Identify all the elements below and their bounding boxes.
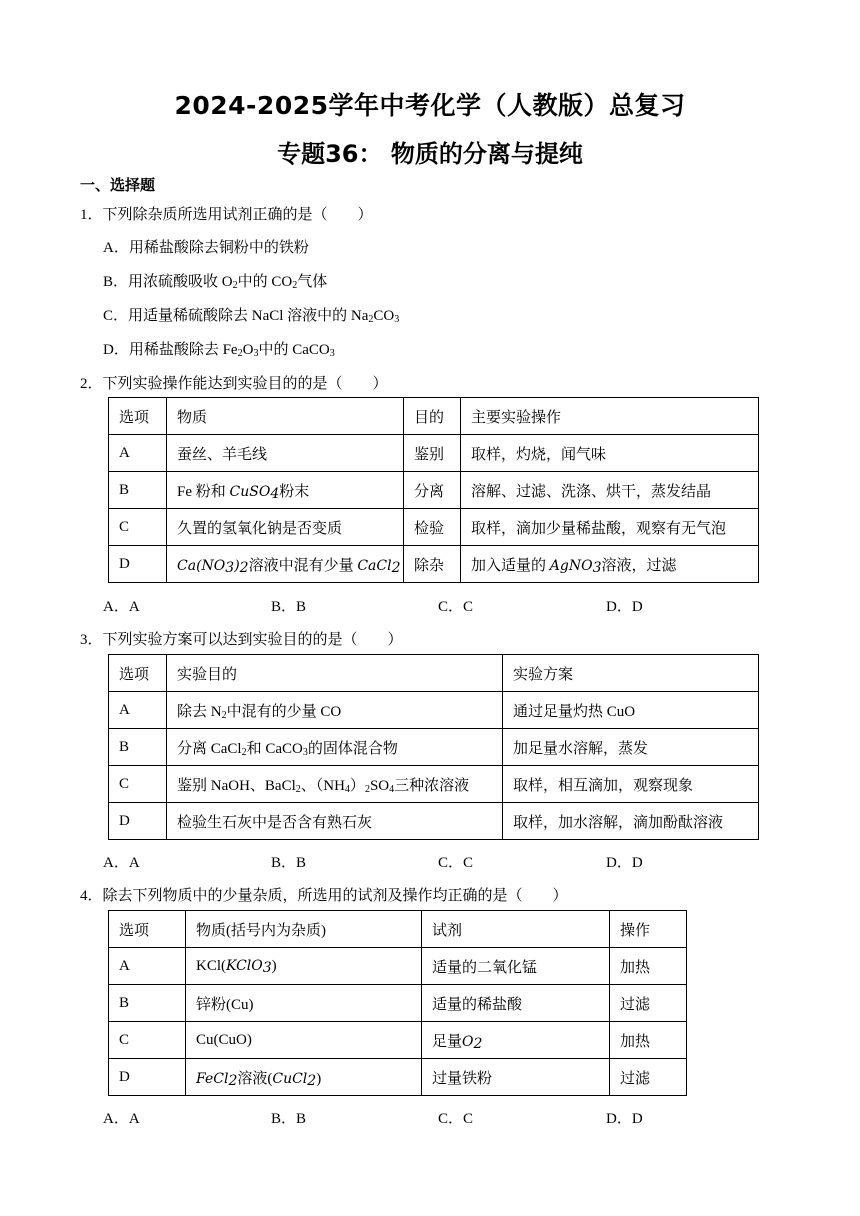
answer-option-c: C．C (438, 1111, 474, 1127)
table-cell: 过滤 (610, 985, 687, 1022)
answer-option-b: B．B (271, 855, 307, 871)
question-4-answer-options (103, 1107, 803, 1129)
table-cell: C (109, 766, 167, 803)
question-4-table (108, 910, 687, 1096)
answer-option-a: A．A (103, 855, 140, 871)
table-cell: D (109, 803, 167, 840)
table-row (109, 766, 759, 803)
table-cell: 分离 CaCl$_2$和 CaCO$_3$的固体混合物 (167, 729, 503, 766)
table-row (109, 729, 759, 766)
table-row (109, 803, 759, 840)
table-cell: A (109, 692, 167, 729)
table-cell: 检验 (404, 509, 461, 546)
table-header-cell: 主要实验操作 (461, 398, 759, 435)
table-cell: A (109, 948, 186, 985)
answer-option-c: C．C (438, 599, 474, 615)
table-header-row (109, 398, 759, 435)
answer-option-d: D．D (606, 1111, 643, 1127)
table-cell: A (109, 435, 167, 472)
question-1-option-a: A．用稀盐酸除去铜粉中的铁粉 (103, 240, 309, 256)
table-cell: 加足量水溶解，蒸发 (503, 729, 759, 766)
table-cell: Fe 粉和 CuSO$_4$粉末 (167, 472, 404, 509)
question-2-answer-options (103, 595, 803, 617)
question-3-answer-options (103, 851, 803, 873)
table-header-cell: 选项 (109, 655, 167, 692)
question-2-stem: 2．下列实验操作能达到实验目的的是（ ） (80, 376, 388, 392)
table-cell: D (109, 546, 167, 583)
table-cell: 锌粉(Cu) (186, 985, 422, 1022)
table-header-row (109, 911, 687, 948)
question-1-option-b: B．用浓硫酸吸收 $O_2$中的 $CO_2$气体 (103, 274, 328, 291)
table-cell: 加热 (610, 1022, 687, 1059)
answer-option-a: A．A (103, 599, 140, 615)
table-cell: Cu(CuO) (186, 1022, 422, 1059)
table-cell: FeCl$_2$溶液(CuCl$_2$) (186, 1059, 422, 1096)
table-cell: 取样，滴加少量稀盐酸，观察有无气泡 (461, 509, 759, 546)
table-cell: 久置的氢氧化钠是否变质 (167, 509, 404, 546)
question-1-stem: 1．下列除杂质所选用试剂正确的是（ ） (80, 207, 373, 223)
table-header-cell: 试剂 (422, 911, 610, 948)
table-row (109, 509, 759, 546)
table-row (109, 692, 759, 729)
table-header-cell: 选项 (109, 398, 167, 435)
table-cell: D (109, 1059, 186, 1096)
table-header-cell: 实验方案 (503, 655, 759, 692)
table-header-cell: 实验目的 (167, 655, 503, 692)
answer-option-c: C．C (438, 855, 474, 871)
table-cell: 适量的稀盐酸 (422, 985, 610, 1022)
table-cell: 取样，相互滴加，观察现象 (503, 766, 759, 803)
table-row (109, 1059, 687, 1096)
answer-option-a: A．A (103, 1111, 140, 1127)
question-3-stem: 3．下列实验方案可以达到实验目的的是（ ） (80, 632, 403, 648)
table-row (109, 435, 759, 472)
table-cell: 足量$O_2$ (422, 1022, 610, 1059)
table-cell: 加热 (610, 948, 687, 985)
answer-option-d: D．D (606, 599, 643, 615)
table-cell: 通过足量灼热 CuO (503, 692, 759, 729)
table-header-cell: 物质(括号内为杂质) (186, 911, 422, 948)
answer-option-d: D．D (606, 855, 643, 871)
table-header-cell: 物质 (167, 398, 404, 435)
table-cell: 蚕丝、羊毛线 (167, 435, 404, 472)
document-subtitle: 专题36： 物质的分离与提纯 (277, 140, 583, 168)
question-2-table (108, 397, 759, 583)
table-cell: C (109, 1022, 186, 1059)
table-cell: 过滤 (610, 1059, 687, 1096)
table-cell: B (109, 985, 186, 1022)
table-row (109, 1022, 687, 1059)
table-cell: 溶解、过滤、洗涤、烘干，蒸发结晶 (461, 472, 759, 509)
table-cell: 鉴别 (404, 435, 461, 472)
question-3-table (108, 654, 759, 840)
question-1-option-c: C．用适量稀硫酸除去 NaCl 溶液中的 $Na_2CO_3$ (103, 308, 400, 325)
table-header-row (109, 655, 759, 692)
answer-option-b: B．B (271, 1111, 307, 1127)
table-cell: 取样，加水溶解，滴加酚酞溶液 (503, 803, 759, 840)
table-cell: 加入适量的 AgNO$_3$溶液，过滤 (461, 546, 759, 583)
table-cell: 分离 (404, 472, 461, 509)
table-cell: 适量的二氧化锰 (422, 948, 610, 985)
section-heading: 一、选择题 (80, 176, 156, 194)
table-header-cell: 目的 (404, 398, 461, 435)
table-cell: 取样，灼烧，闻气味 (461, 435, 759, 472)
document-title: 2024-2025学年中考化学（人教版）总复习 (174, 91, 686, 120)
table-cell: 过量铁粉 (422, 1059, 610, 1096)
table-row (109, 546, 759, 583)
table-cell: 鉴别 NaOH、BaCl$_2$、$(NH_4)_2SO_4$三种浓溶液 (167, 766, 503, 803)
table-cell: B (109, 729, 167, 766)
table-row (109, 472, 759, 509)
table-row (109, 948, 687, 985)
table-header-cell: 操作 (610, 911, 687, 948)
table-cell: 除去 $N_2$中混有的少量 CO (167, 692, 503, 729)
table-cell: $Ca(NO_3)_2$溶液中混有少量 CaCl$_2$ (167, 546, 404, 583)
answer-option-b: B．B (271, 599, 307, 615)
table-cell: C (109, 509, 167, 546)
table-row (109, 985, 687, 1022)
table-cell: KCl(KClO$_3$) (186, 948, 422, 985)
question-1-option-d: D．用稀盐酸除去 $Fe_2O_3$中的 CaCO$_3$ (103, 342, 335, 359)
table-header-cell: 选项 (109, 911, 186, 948)
question-4-stem: 4．除去下列物质中的少量杂质，所选用的试剂及操作均正确的是（ ） (80, 888, 568, 904)
table-cell: 检验生石灰中是否含有熟石灰 (167, 803, 503, 840)
table-cell: 除杂 (404, 546, 461, 583)
table-cell: B (109, 472, 167, 509)
